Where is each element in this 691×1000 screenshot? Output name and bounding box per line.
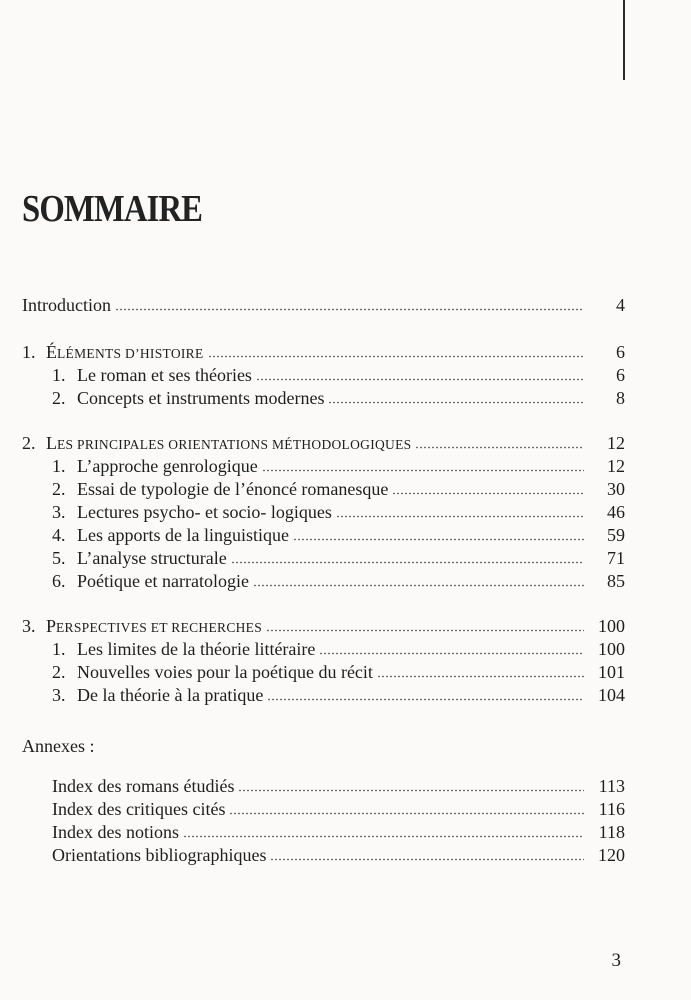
subentry-number: 6. <box>52 571 66 591</box>
leader-dots <box>256 378 584 381</box>
toc-entry-label: Concepts et instruments modernes <box>77 388 325 408</box>
toc-entry-page: 30 <box>607 479 625 499</box>
toc-annex-entry[interactable] <box>0 843 691 867</box>
section-title: ÉLÉMENTS D’HISTOIRE <box>46 342 204 362</box>
toc-entry-page: 116 <box>598 799 625 819</box>
toc-entry-page: 118 <box>598 822 625 842</box>
toc-subentry[interactable] <box>0 454 691 478</box>
section-number: 2. <box>22 433 36 453</box>
toc-section-3[interactable] <box>0 614 691 638</box>
toc-entry-label: Essai de typologie de l’énoncé romanesque <box>77 479 389 499</box>
leader-dots <box>231 561 584 564</box>
toc-entry-page: 12 <box>607 456 625 476</box>
section-title: PERSPECTIVES ET RECHERCHES <box>46 616 263 636</box>
page-number: 3 <box>611 950 621 971</box>
leader-dots <box>328 401 584 404</box>
toc-subentry[interactable] <box>0 660 691 684</box>
leader-dots <box>262 469 584 472</box>
subentry-number: 3. <box>52 685 66 705</box>
leader-dots <box>293 538 584 541</box>
section-title: LES PRINCIPALES ORIENTATIONS MÉTHODOLOGIQUES <box>46 433 412 453</box>
toc-entry-label: De la théorie à la pratique <box>77 685 264 705</box>
leader-dots <box>183 835 584 838</box>
toc-section-2[interactable] <box>0 431 691 455</box>
toc-subentry[interactable] <box>0 569 691 593</box>
toc-entry-label: Les limites de la théorie littéraire <box>77 639 316 659</box>
toc-entry-label: Nouvelles voies pour la poétique du récit <box>77 662 373 682</box>
toc-entry-label: Poétique et narratologie <box>77 571 249 591</box>
toc-entry-page: 59 <box>607 525 625 545</box>
leader-dots <box>377 675 584 678</box>
toc-entry-page: 6 <box>616 342 625 362</box>
leader-dots <box>115 308 584 311</box>
leader-dots <box>267 698 584 701</box>
toc-subentry[interactable] <box>0 546 691 570</box>
toc-entry-page: 12 <box>607 433 625 453</box>
subentry-number: 2. <box>52 662 66 682</box>
toc-entry-page: 120 <box>598 845 625 865</box>
toc-entry-label: Introduction <box>22 295 111 315</box>
toc-subentry[interactable] <box>0 363 691 387</box>
leader-dots <box>266 629 584 632</box>
toc-entry-label: L’approche genrologique <box>77 456 258 476</box>
toc-entry-label: L’analyse structurale <box>77 548 227 568</box>
toc-entry-page: 85 <box>607 571 625 591</box>
toc-section-1[interactable] <box>0 340 691 364</box>
subentry-number: 2. <box>52 479 66 499</box>
toc-entry-introduction[interactable] <box>0 293 691 317</box>
toc-entry-page: 46 <box>607 502 625 522</box>
toc-subentry[interactable] <box>0 500 691 524</box>
toc-entry-page: 104 <box>598 685 625 705</box>
leader-dots <box>415 446 584 449</box>
leader-dots <box>319 652 584 655</box>
toc-entry-page: 101 <box>598 662 625 682</box>
toc-annex-entry[interactable] <box>0 774 691 798</box>
toc-entry-page: 100 <box>598 639 625 659</box>
leader-dots <box>208 355 584 358</box>
toc-subentry[interactable] <box>0 523 691 547</box>
leader-dots <box>253 584 584 587</box>
toc-entry-label: Orientations bibliographiques <box>52 845 267 865</box>
toc-entry-page: 71 <box>607 548 625 568</box>
toc-subentry[interactable] <box>0 683 691 707</box>
leader-dots <box>392 492 584 495</box>
toc-subentry[interactable] <box>0 637 691 661</box>
leader-dots <box>270 858 584 861</box>
toc-entry-page: 113 <box>598 776 625 796</box>
leader-dots <box>336 515 584 518</box>
subentry-number: 3. <box>52 502 66 522</box>
toc-entry-label: Index des notions <box>52 822 179 842</box>
toc-annex-entry[interactable] <box>0 797 691 821</box>
subentry-number: 4. <box>52 525 66 545</box>
toc-entry-label: Index des critiques cités <box>52 799 226 819</box>
toc-subentry[interactable] <box>0 477 691 501</box>
subentry-number: 2. <box>52 388 66 408</box>
toc-entry-label: Le roman et ses théories <box>77 365 252 385</box>
section-number: 3. <box>22 616 36 636</box>
leader-dots <box>229 812 584 815</box>
subentry-number: 1. <box>52 456 66 476</box>
toc-entry-label: Les apports de la linguistique <box>77 525 289 545</box>
toc-entry-page: 6 <box>616 365 625 385</box>
toc-entry-label: Lectures psycho- et socio- logiques <box>77 502 332 522</box>
subentry-number: 1. <box>52 639 66 659</box>
subentry-number: 5. <box>52 548 66 568</box>
toc-subentry[interactable] <box>0 386 691 410</box>
toc-entry-label: Index des romans étudiés <box>52 776 235 796</box>
toc-entry-page: 100 <box>598 616 625 636</box>
subentry-number: 1. <box>52 365 66 385</box>
toc-entry-page: 4 <box>616 295 625 315</box>
annexes-heading-label: Annexes : <box>22 736 95 756</box>
leader-dots <box>238 789 584 792</box>
toc-entry-page: 8 <box>616 388 625 408</box>
section-number: 1. <box>22 342 36 362</box>
toc-annex-entry[interactable] <box>0 820 691 844</box>
annexes-heading <box>0 734 691 758</box>
page-title: SOMMAIRE <box>22 188 203 230</box>
